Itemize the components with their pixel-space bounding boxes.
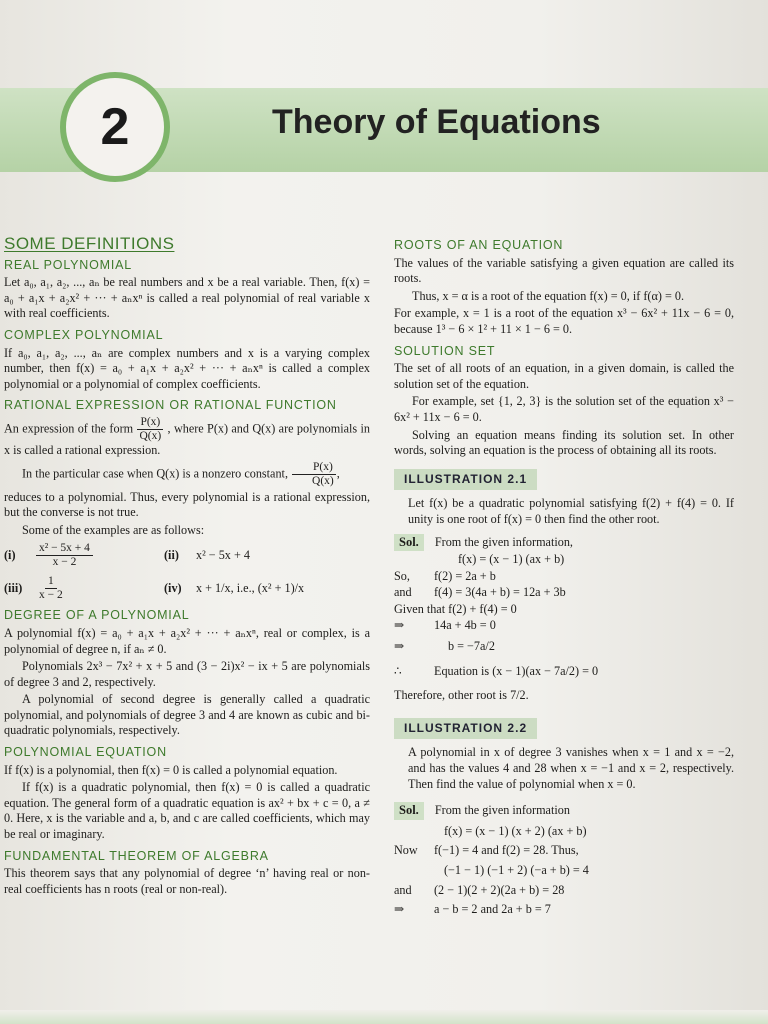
subsection-heading: POLYNOMIAL EQUATION: [4, 745, 167, 760]
fraction-numerator: P(x): [292, 461, 336, 475]
example-expression: x + 1/x, i.e., (x² + 1)/x: [196, 581, 305, 596]
solution-block: [394, 802, 734, 820]
line-prefix: ⇒: [394, 618, 405, 633]
paragraph: For example, set {1, 2, 3} is the solution set of the equation x³ − 6x² + 11x − 6 = 0.: [394, 394, 734, 424]
subsection-heading: FUNDAMENTAL THEOREM OF ALGEBRA: [4, 848, 269, 863]
subsection-heading: RATIONAL EXPRESSION OR RATIONAL FUNCTION: [4, 398, 337, 413]
line-prefix: ∴: [394, 663, 402, 678]
paragraph: A polynomial of second degree is generally called a quadratic polynomial, and polynomials of degree 3 and 4 are known as cubic and bi-quadratic polynomials, respectively.: [4, 692, 370, 738]
paragraph: Some of the examples are as follows:: [22, 522, 205, 537]
fraction-denominator: x − 2: [39, 589, 63, 602]
line-prefix: [394, 824, 434, 840]
illustration-heading: ILLUSTRATION 2.2: [394, 718, 537, 740]
paragraph: If f(x) is a polynomial, then f(x) = 0 is called a polynomial equation.: [4, 762, 338, 777]
example-item: [4, 575, 164, 602]
example-label: (iv): [164, 581, 182, 596]
paragraph: This theorem says that any polynomial of degree ‘n’ having real or non-real coefficients has n roots (real or non-real).: [4, 866, 370, 896]
example-label: (i): [4, 548, 16, 563]
text-fragment: In the particular case when Q(x) is a nonzero constant,: [22, 465, 288, 480]
line-prefix: So,: [394, 568, 410, 583]
line-prefix: [394, 552, 434, 568]
paragraph: Solving an equation means finding its solution set. In other words, solving an equation is the process of obtaining all its roots.: [394, 427, 734, 458]
examples-list: [4, 542, 370, 602]
paragraph: For example, x = 1 is a root of the equation x³ − 6x² + 11x − 6 = 0, because 1³ − 6 × 1² + 11 × 1 − 6 = 0.: [394, 306, 734, 336]
line-prefix: and: [394, 585, 412, 600]
paragraph: A polynomial in x of degree 3 vanishes when x = 1 and x = −2, and has the values 4 and 28 when x = −1 and x = 2, respectively. Then find the value of polynomial when x = 0.: [408, 745, 734, 791]
footer-bar: [0, 1010, 768, 1024]
line-prefix: Now: [394, 843, 418, 858]
paragraph: A polynomial f(x) = a₀ + a₁x + a₂x² + ··· + aₙxⁿ, real or complex, is a polynomial of degree n, if aₙ ≠ 0.: [4, 625, 370, 656]
paragraph: Thus, x = α is a root of the equation f(x) = 0, if f(α) = 0.: [412, 288, 685, 303]
line-prefix: and: [394, 882, 412, 897]
solution-intro: From the given information: [434, 803, 570, 818]
example-label: (ii): [164, 548, 179, 563]
equation-line: (−1 − 1) (−1 + 2) (−a + b) = 4: [444, 863, 589, 877]
equation-line: f(2) = 2a + b: [434, 568, 496, 583]
equation-line: (2 − 1)(2 + 2)(2a + b) = 28: [434, 882, 565, 897]
paragraph: Polynomials 2x³ − 7x² + x + 5 and (3 − 2i)x² − ix + 5 are polynomials of degree 3 and 2, respectively.: [4, 659, 370, 689]
equation-line: f(−1) = 4 and f(2) = 28. Thus,: [434, 843, 579, 858]
equation-line: a − b = 2 and 2a + b = 7: [434, 902, 551, 917]
paragraph: In the particular case when Q(x) is a nonzero constant, $\frac{P(x)}{Q(x)}$ ,: [22, 460, 340, 487]
equation-line: f(4) = 3(4a + b) = 12a + 3b: [434, 585, 566, 600]
subsection-heading: REAL POLYNOMIAL: [4, 257, 133, 272]
paragraph: reduces to a polynomial. Thus, every polynomial is a rational expression, but the converse is not true.: [4, 489, 370, 520]
text-fragment: An expression of the form: [4, 421, 134, 436]
right-column: [394, 236, 734, 919]
equation-line: Equation is (x − 1)(ax − 7a/2) = 0: [434, 663, 599, 678]
subsection-heading: SOLUTION SET: [394, 343, 496, 358]
line-prefix: ⇒: [394, 639, 405, 654]
fraction: [36, 542, 93, 569]
fraction-numerator: x² − 5x + 4: [36, 542, 93, 556]
fraction-numerator: P(x): [137, 416, 163, 430]
equation-line: 14a + 4b = 0: [434, 618, 496, 633]
paragraph: Let a₀, a₁, a₂, ..., aₙ be real numbers and x be a real variable. Then, f(x) = a₀ + a₁x + a₂x² + ··· + aₙxⁿ is called a real polynomial of real variable x with real coefficients.: [4, 275, 370, 321]
example-item: [164, 575, 354, 602]
paragraph: If f(x) is a quadratic polynomial, then f(x) = 0 is called a quadratic equation. The general form of a quadratic equation is ax² + bx + c = 0, a ≠ 0. Here, x is the variable and a, b, and c are called coefficients, which may be real or imaginary.: [4, 780, 370, 842]
fraction: [136, 416, 164, 443]
paragraph: [4, 416, 370, 459]
illustration-heading: ILLUSTRATION 2.1: [394, 469, 537, 491]
paragraph: The values of the variable satisfying a given equation are called its roots.: [394, 255, 734, 286]
fraction: [36, 575, 66, 602]
subsection-heading: DEGREE OF A POLYNOMIAL: [4, 608, 190, 623]
solution-badge: Sol.: [394, 802, 424, 820]
equation-line: f(x) = (x − 1) (x + 2) (ax + b): [444, 823, 587, 838]
fraction: [291, 461, 337, 488]
section-heading: SOME DEFINITIONS: [4, 234, 175, 253]
chapter-number-badge: [60, 72, 170, 182]
equation-line: b = −7a/2: [448, 639, 495, 654]
example-label: (iii): [4, 581, 23, 596]
paragraph: Let f(x) be a quadratic polynomial satisfying f(2) + f(4) = 0. If unity is one root of f(x) = 0 then find the other root.: [408, 496, 734, 526]
fraction-numerator: 1: [45, 575, 57, 589]
chapter-title: Theory of Equations: [272, 103, 601, 141]
solution-intro: From the given information,: [434, 534, 573, 549]
paragraph: The set of all roots of an equation, in a given domain, is called the solution set of the equation.: [394, 361, 734, 391]
solution-badge: Sol.: [394, 534, 424, 552]
example-item: [164, 542, 354, 569]
paragraph: If a₀, a₁, a₂, ..., aₙ are complex numbers and x is a varying complex number, then f(x) = a₀ + a₁x + a₂x² + ··· + aₙxⁿ is called a complex polynomial or a polynomial of complex coefficients.: [4, 345, 370, 391]
subsection-heading: COMPLEX POLYNOMIAL: [4, 327, 164, 342]
equation-line: f(x) = (x − 1) (ax + b): [458, 552, 565, 567]
fraction-denominator: Q(x): [139, 429, 162, 442]
line-prefix: ⇒: [394, 902, 405, 917]
fraction-denominator: x − 2: [52, 556, 77, 569]
paragraph: Therefore, other root is 7/2.: [394, 688, 529, 703]
example-item: [4, 542, 164, 569]
solution-block: [394, 534, 734, 552]
text-fragment: , where P(x) and Q(x) are polynomials in x is called a rational expression.: [4, 421, 370, 457]
chapter-number: 2: [100, 98, 130, 156]
equation-line: Given that f(2) + f(4) = 0: [394, 601, 517, 616]
example-expression: x² − 5x + 4: [196, 548, 250, 563]
left-column: [4, 236, 370, 899]
subsection-heading: ROOTS OF AN EQUATION: [394, 238, 564, 252]
line-prefix: [394, 863, 434, 879]
fraction-denominator: Q(x): [312, 474, 334, 487]
